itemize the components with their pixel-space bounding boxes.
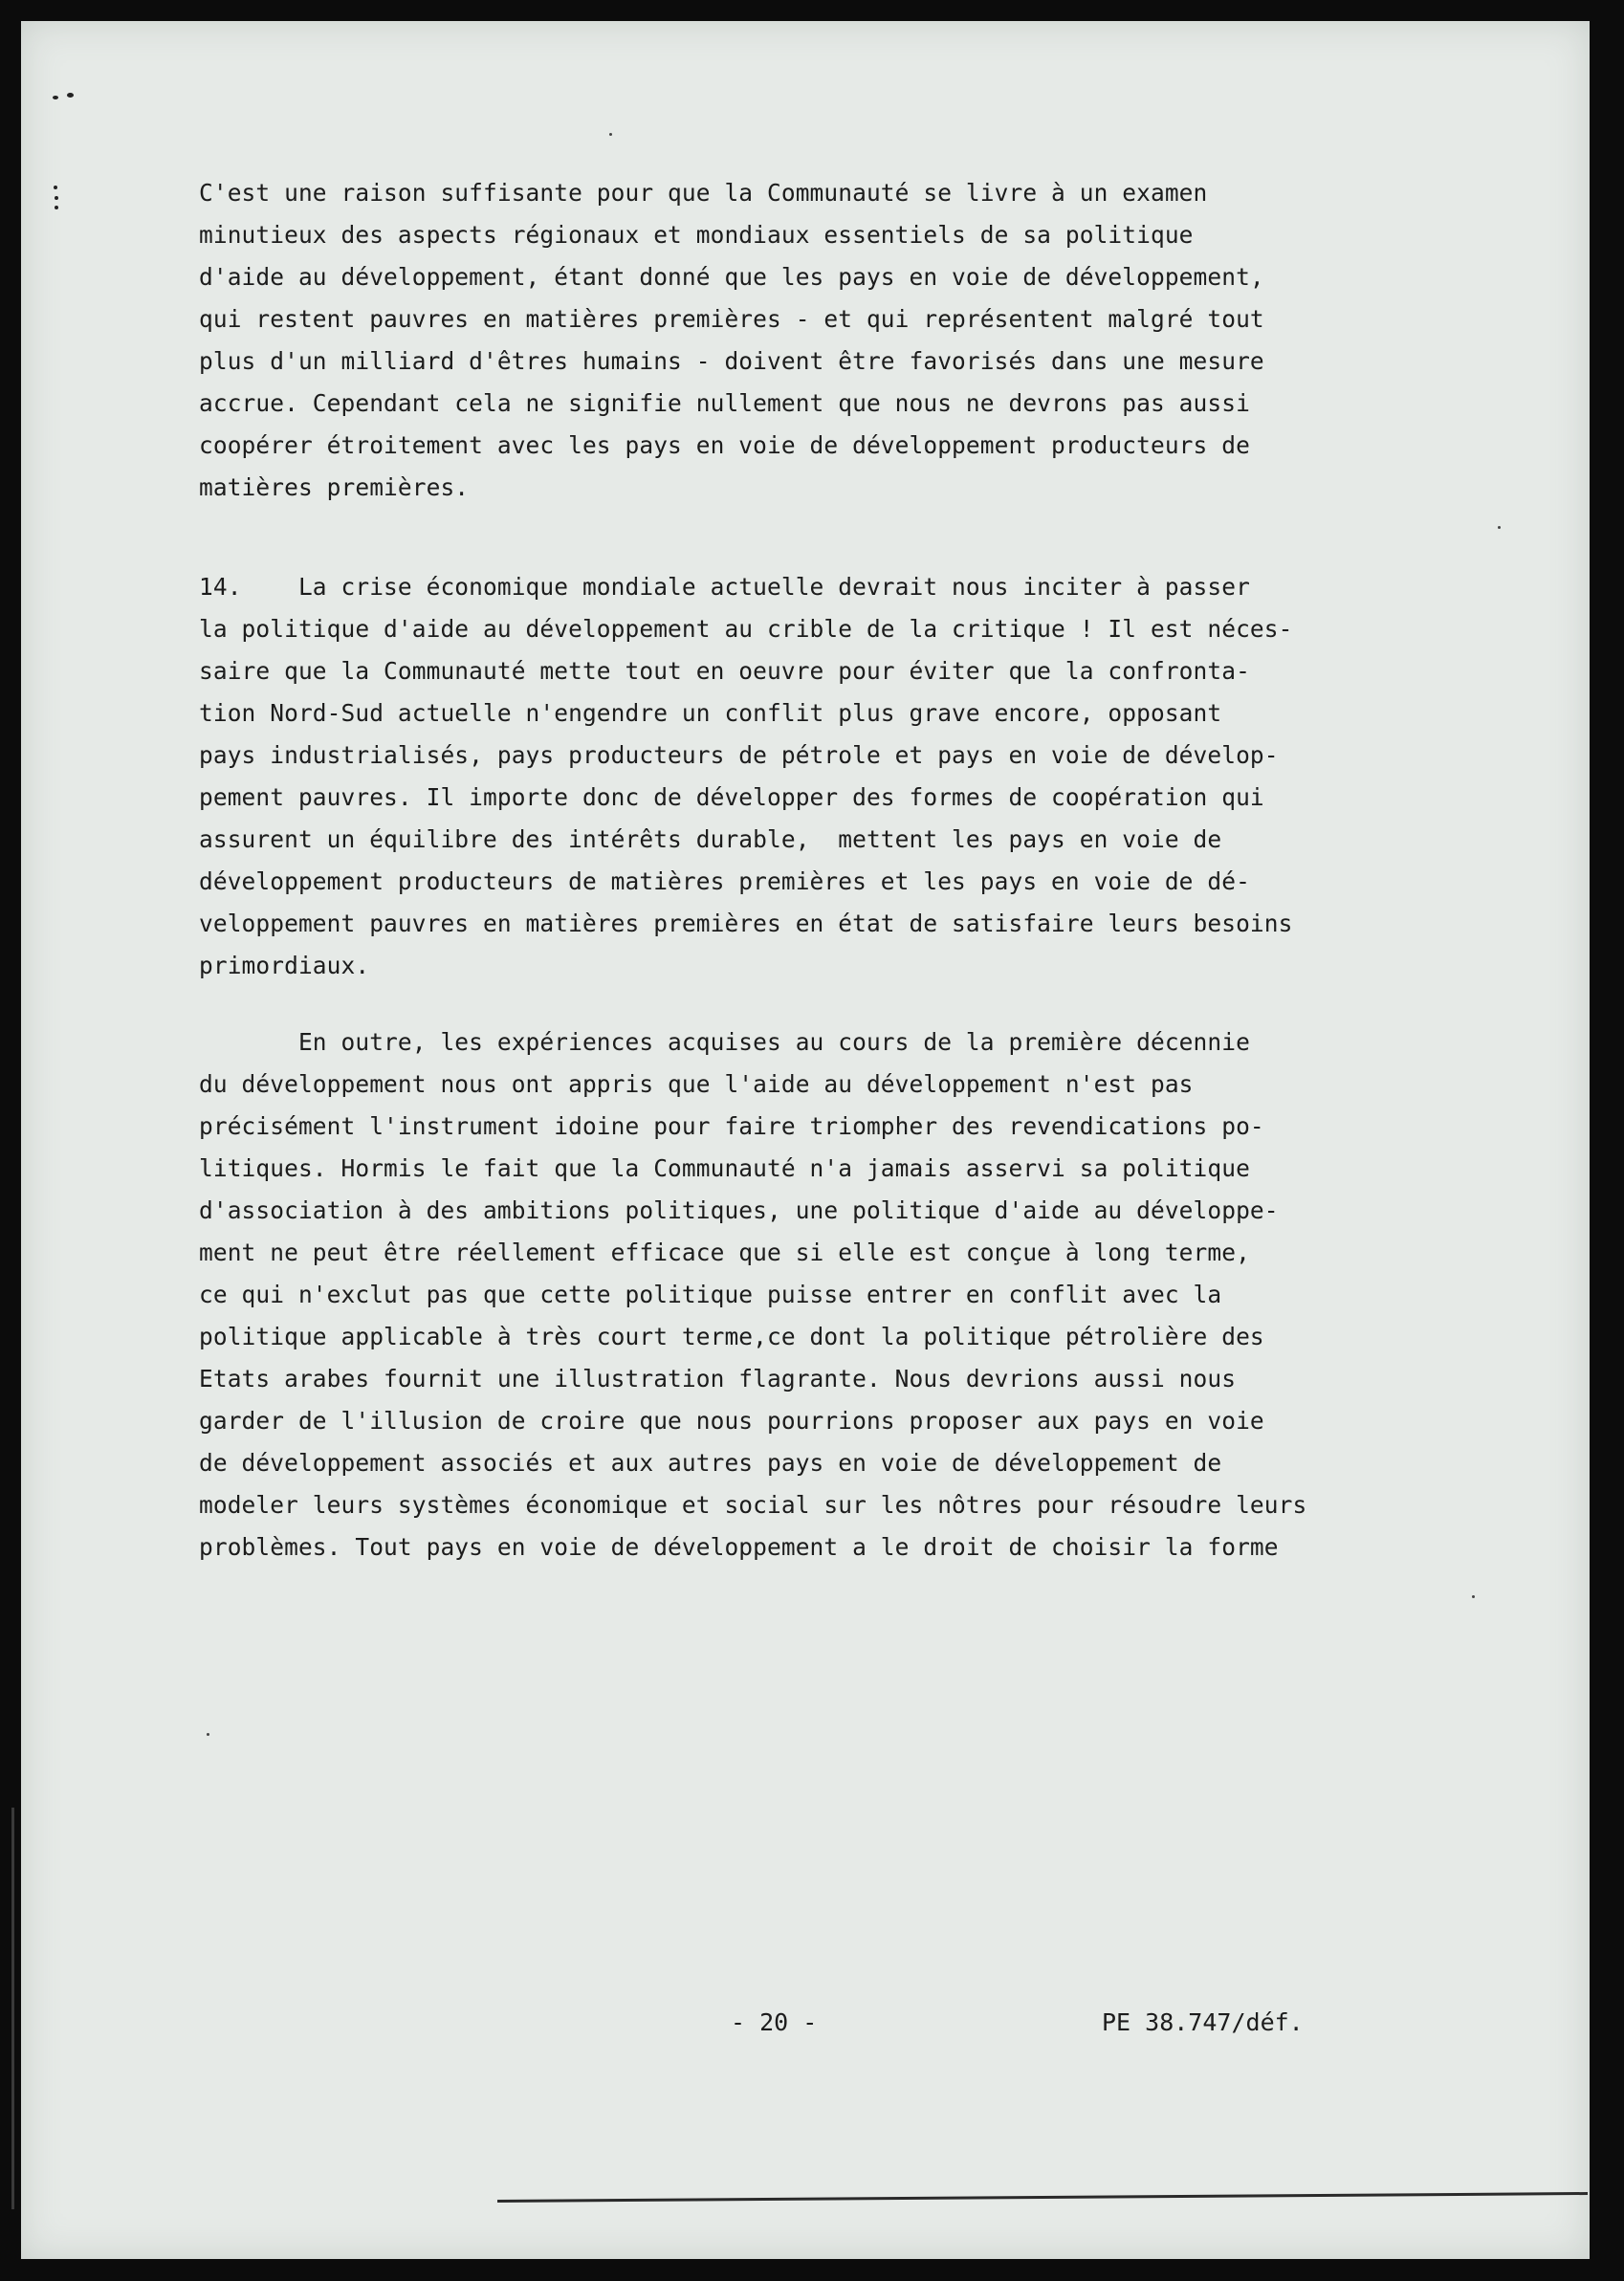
text-line: problèmes. Tout pays en voie de développement a le droit de choisir la forme	[199, 1533, 1279, 1561]
text-line: pement pauvres. Il importe donc de développer des formes de coopération qui	[199, 783, 1264, 811]
text-line: modeler leurs systèmes économique et social sur les nôtres pour résoudre leurs	[199, 1491, 1307, 1519]
text-line: ce qui n'exclut pas que cette politique puisse entrer en conflit avec la	[199, 1281, 1222, 1308]
text-line: plus d'un milliard d'êtres humains - doivent être favorisés dans une mesure	[199, 347, 1264, 375]
text-line: pays industrialisés, pays producteurs de pétrole et pays en voie de dévelop-	[199, 741, 1279, 769]
text-line: saire que la Communauté mette tout en oeuvre pour éviter que la confronta-	[199, 657, 1250, 685]
text-line: minutieux des aspects régionaux et mondiaux essentiels de sa politique	[199, 221, 1194, 249]
text-line: développement producteurs de matières premières et les pays en voie de dé-	[199, 867, 1250, 895]
margin-dot	[55, 196, 58, 200]
text-line: coopérer étroitement avec les pays en voie de développement producteurs de	[199, 431, 1250, 459]
margin-dot	[67, 93, 74, 98]
text-line: d'association à des ambitions politiques, une politique d'aide au développe-	[199, 1196, 1279, 1224]
text-line: assurent un équilibre des intérêts durable, mettent les pays en voie de	[199, 825, 1222, 853]
margin-dot	[55, 206, 58, 209]
document-reference: PE 38.747/déf.	[1102, 2008, 1304, 2036]
text-line: qui restent pauvres en matières premières - et qui représentent malgré tout	[199, 305, 1264, 333]
text-line: primordiaux.	[199, 952, 370, 979]
text-line: d'aide au développement, étant donné que les pays en voie de développement,	[199, 263, 1264, 291]
text-line: du développement nous ont appris que l'aide au développement n'est pas	[199, 1070, 1194, 1098]
text-line: Etats arabes fournit une illustration flagrante. Nous devrions aussi nous	[199, 1365, 1237, 1393]
text-line: politique applicable à très court terme,ce dont la politique pétrolière des	[199, 1323, 1264, 1350]
page-number: - 20 -	[731, 2008, 818, 2036]
paper-speck	[1498, 526, 1501, 529]
text-line: ment ne peut être réellement efficace que si elle est conçue à long terme,	[199, 1239, 1250, 1266]
paper-speck	[1472, 1595, 1475, 1598]
text-line: 14. La crise économique mondiale actuelle devrait nous inciter à passer	[199, 573, 1250, 601]
text-line: matières premières.	[199, 473, 470, 501]
document-page	[21, 21, 1590, 2259]
text-line: En outre, les expériences acquises au cours de la première décennie	[199, 1028, 1250, 1056]
text-line: de développement associés et aux autres pays en voie de développement de	[199, 1449, 1222, 1477]
paper-speck	[609, 133, 612, 136]
binder-edge-line	[11, 1808, 14, 2209]
text-line: C'est une raison suffisante pour que la Communauté se livre à un examen	[199, 179, 1208, 207]
text-line: litiques. Hormis le fait que la Communauté n'a jamais asservi sa politique	[199, 1154, 1250, 1182]
text-line: veloppement pauvres en matières premières en état de satisfaire leurs besoins	[199, 910, 1293, 937]
text-line: la politique d'aide au développement au crible de la critique ! Il est néces-	[199, 615, 1293, 643]
margin-dot	[54, 186, 57, 189]
text-line: précisément l'instrument idoine pour faire triompher des revendications po-	[199, 1112, 1264, 1140]
text-line: accrue. Cependant cela ne signifie nullement que nous ne devrons pas aussi	[199, 389, 1250, 417]
text-line: tion Nord-Sud actuelle n'engendre un conflit plus grave encore, opposant	[199, 699, 1222, 727]
text-line: garder de l'illusion de croire que nous pourrions proposer aux pays en voie	[199, 1407, 1264, 1435]
paper-speck	[207, 1733, 209, 1736]
margin-dot	[53, 96, 58, 99]
